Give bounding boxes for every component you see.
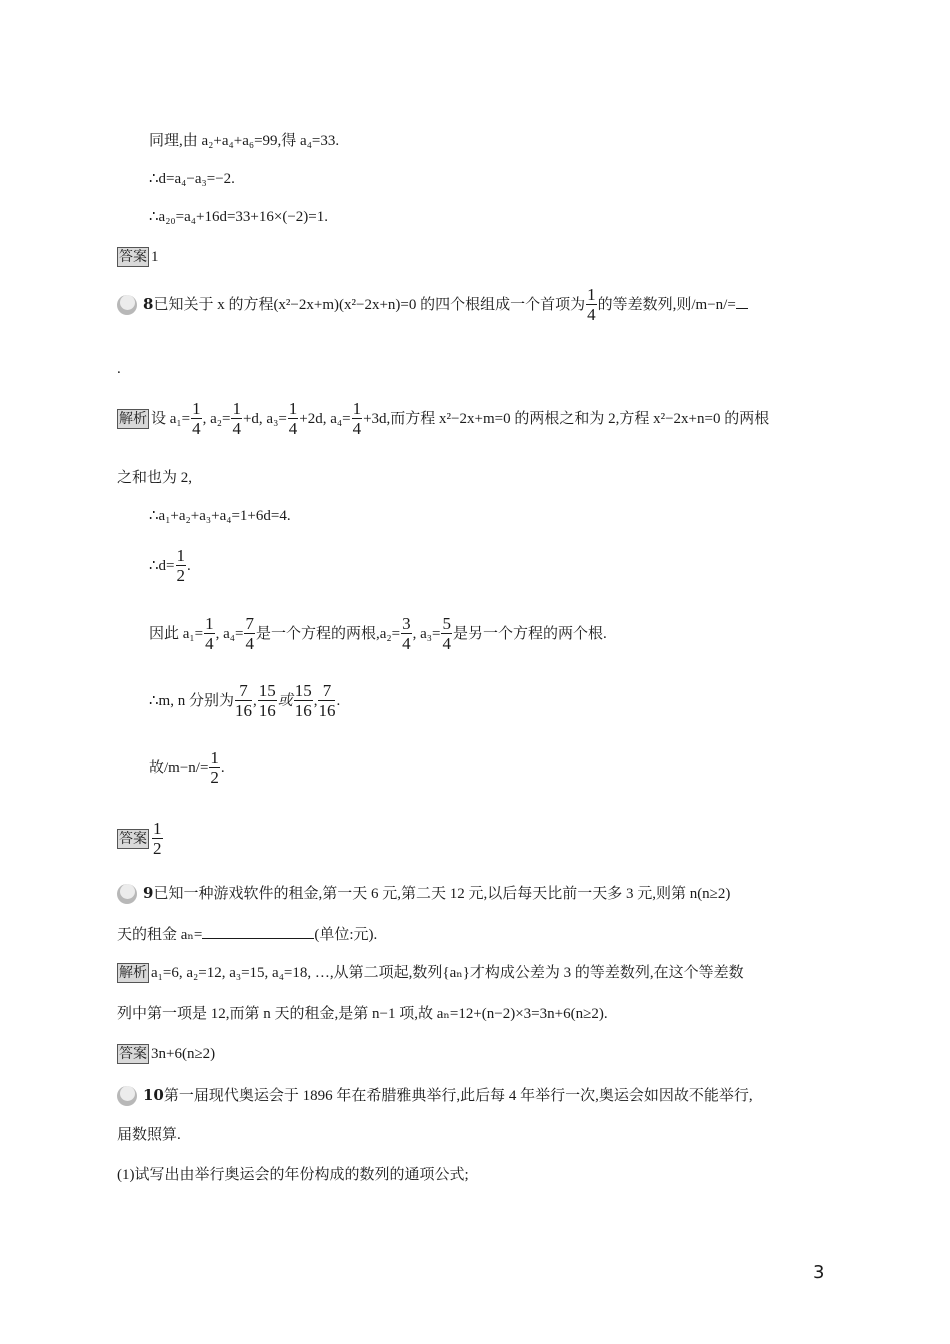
fraction: $\frac{1}{2}$ xyxy=(153,818,162,858)
question-10 xyxy=(117,1084,753,1107)
text: 或 xyxy=(277,693,293,709)
question-number: 8 xyxy=(143,295,154,313)
fraction: $\frac{7}{16}$ xyxy=(318,680,336,720)
text: 设 a₁= xyxy=(151,411,191,427)
solution-line: ∴a₁+a₂+a₃+a₄=1+6d=4. xyxy=(149,508,291,524)
text: ∴m, n 分别为 xyxy=(149,693,234,709)
answer-line xyxy=(117,818,164,859)
text: , xyxy=(252,693,257,709)
difficulty-dot-icon xyxy=(117,1085,141,1107)
answer-tag: 答案 xyxy=(119,1046,147,1062)
question-9 xyxy=(117,882,730,905)
fraction: $\frac{1}{4}$ xyxy=(232,398,241,438)
solution-line: ∴d=a₄−a₃=−2. xyxy=(149,171,235,187)
fraction: $\frac{1}{4}$ xyxy=(352,398,362,438)
answer-value: 3n+6(n≥2) xyxy=(151,1046,216,1062)
solution-line: 列中第一项是 12,而第 n 天的租金,是第 n−1 项,故 aₙ=12+(n−2)×3=3n+6(n≥2). xyxy=(117,1006,608,1022)
text: . xyxy=(187,558,191,574)
text: +3d,而方程 x²−2x+m=0 的两根之和为 2,方程 x²−2x+n=0 的两根 xyxy=(363,411,770,427)
fraction: $\frac{15}{16}$ xyxy=(294,680,312,720)
text: a₁=6, a₂=12, a₃=15, a₄=18, …,从第二项起,数列{aₙ}才构成公差为 3 的等差数列,在这个等差数 xyxy=(151,965,744,981)
question-text: 的等差数列,则/m−n/= xyxy=(597,297,736,313)
answer-value: 1 xyxy=(151,249,159,265)
difficulty-dot-icon xyxy=(117,294,141,316)
answer-blank xyxy=(202,924,314,939)
answer-blank xyxy=(736,294,748,309)
text: , a₃= xyxy=(412,626,441,642)
sub-question: (1)试写出由举行奥运会的年份构成的数列的通项公式; xyxy=(117,1167,469,1183)
fraction: $\frac{7}{16}$ xyxy=(234,680,252,720)
text: 故/m−n/= xyxy=(149,760,209,776)
text: , xyxy=(313,693,318,709)
text: 是一个方程的两根,a₂= xyxy=(255,626,401,642)
answer-line xyxy=(117,245,159,268)
answer-tag: 答案 xyxy=(119,249,147,265)
fraction: $\frac{1}{2}$ xyxy=(210,747,219,787)
page-number: 3 xyxy=(813,1262,825,1283)
solution-tag: 解析 xyxy=(119,411,147,427)
text: (单位:元). xyxy=(314,927,378,943)
fraction: $\frac{1}{4}$ xyxy=(587,284,596,324)
question-number: 9 xyxy=(143,884,154,902)
fraction: $\frac{1}{4}$ xyxy=(288,398,298,438)
fraction: $\frac{1}{4}$ xyxy=(192,398,201,438)
answer-line xyxy=(117,1042,215,1065)
solution-line: ∴a₂₀=a₄+16d=33+16×(−2)=1. xyxy=(149,209,329,225)
solution-line: 同理,由 a₂+a₄+a₆=99,得 a₄=33. xyxy=(149,133,340,149)
question-number: 10 xyxy=(143,1086,164,1104)
solution-line xyxy=(149,747,225,788)
solution-line: 之和也为 2, xyxy=(117,470,193,486)
solution-9-line-1 xyxy=(117,961,744,984)
fraction: $\frac{7}{4}$ xyxy=(245,613,254,653)
solution-tag: 解析 xyxy=(119,965,147,981)
difficulty-dot-icon xyxy=(117,883,141,905)
fraction: $\frac{5}{4}$ xyxy=(442,613,451,653)
period: . xyxy=(117,361,121,377)
text: 天的租金 aₙ= xyxy=(117,927,203,943)
solution-line xyxy=(149,545,191,586)
question-9-line-2 xyxy=(117,923,377,946)
text: , a₂= xyxy=(202,411,231,427)
text: . xyxy=(220,760,225,776)
text: +d, a₃= xyxy=(242,411,287,427)
text: , a₄= xyxy=(215,626,244,642)
fraction: $\frac{3}{4}$ xyxy=(402,613,411,653)
solution-8-line-1 xyxy=(117,398,769,439)
answer-tag: 答案 xyxy=(119,831,147,847)
solution-line xyxy=(149,613,607,654)
question-text: 第一届现代奥运会于 1896 年在希腊雅典举行,此后每 4 年举行一次,奥运会如因故不能举行, xyxy=(163,1088,753,1104)
text: 因此 a₁= xyxy=(149,626,204,642)
text: 是另一个方程的两个根. xyxy=(452,626,607,642)
fraction: $\frac{1}{2}$ xyxy=(176,545,186,585)
question-8 xyxy=(117,284,748,325)
text: +2d, a₄= xyxy=(299,411,351,427)
fraction: $\frac{15}{16}$ xyxy=(258,680,276,720)
question-text: 已知关于 x 的方程(x²−2x+m)(x²−2x+n)=0 的四个根组成一个首项为 xyxy=(153,297,586,313)
text: . xyxy=(336,693,341,709)
fraction: $\frac{1}{4}$ xyxy=(205,613,214,653)
solution-line xyxy=(149,680,340,721)
question-text: 已知一种游戏软件的租金,第一天 6 元,第二天 12 元,以后每天比前一天多 3 元,则第 n(n≥2) xyxy=(153,886,731,902)
question-text: 届数照算. xyxy=(117,1127,181,1143)
text: ∴d= xyxy=(149,558,175,574)
